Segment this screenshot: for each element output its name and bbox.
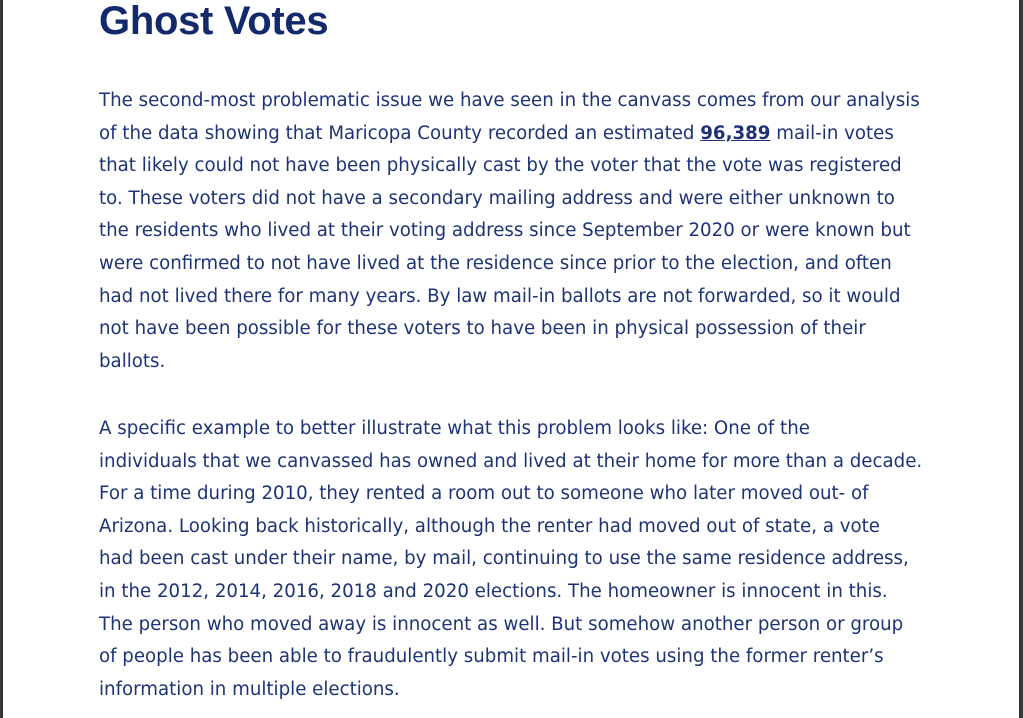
text-segment: of the data showing that Maricopa County recorded an estimated <box>99 122 701 144</box>
highlighted-vote-count: 96,389 <box>700 122 771 144</box>
text-line: individuals that we canvassed has owned and lived at their home for more than a decade. <box>99 450 923 472</box>
text-line: that likely could not have been physically cast by the voter that the vote was registered <box>99 155 902 177</box>
text-line: the residents who lived at their voting address since September 2020 or were known but <box>99 220 911 242</box>
text-line: in the 2012, 2014, 2016, 2018 and 2020 elections. The homeowner is innocent in this. <box>99 580 888 602</box>
paragraph-ghost-votes-analysis <box>99 85 969 378</box>
text-line: had been cast under their name, by mail, continuing to use the same residence address, <box>99 548 909 570</box>
text-line: Arizona. Looking back historically, although the renter had moved out of state, a vote <box>99 515 880 537</box>
text-line: were confirmed to not have lived at the residence since prior to the election, and often <box>99 252 892 274</box>
text-line: not have been possible for these voters to have been in physical possession of their <box>99 318 866 340</box>
section-heading: Ghost Votes <box>99 0 329 43</box>
text-line: The person who moved away is innocent as well. But somehow another person or group <box>99 613 904 635</box>
text-line: A specific example to better illustrate what this problem looks like: One of the <box>99 418 810 439</box>
text-segment: mail-in votes <box>770 122 894 144</box>
text-line: For a time during 2010, they rented a room out to someone who later moved out- of <box>99 483 869 505</box>
text-line: ballots. <box>99 350 166 372</box>
text-line <box>99 118 969 151</box>
text-line: of people has been able to fraudulently submit mail-in votes using the former renter’s <box>99 646 884 668</box>
document-page <box>3 0 1019 718</box>
text-line: information in multiple elections. <box>99 678 400 700</box>
text-line: to. These voters did not have a secondary mailing address and were either unknown to <box>99 187 895 209</box>
paragraph-specific-example <box>99 413 969 706</box>
text-line: had not lived there for many years. By law mail-in ballots are not forwarded, so it would <box>99 285 901 307</box>
text-line: The second-most problematic issue we have seen in the canvass comes from our analysis <box>99 90 920 111</box>
